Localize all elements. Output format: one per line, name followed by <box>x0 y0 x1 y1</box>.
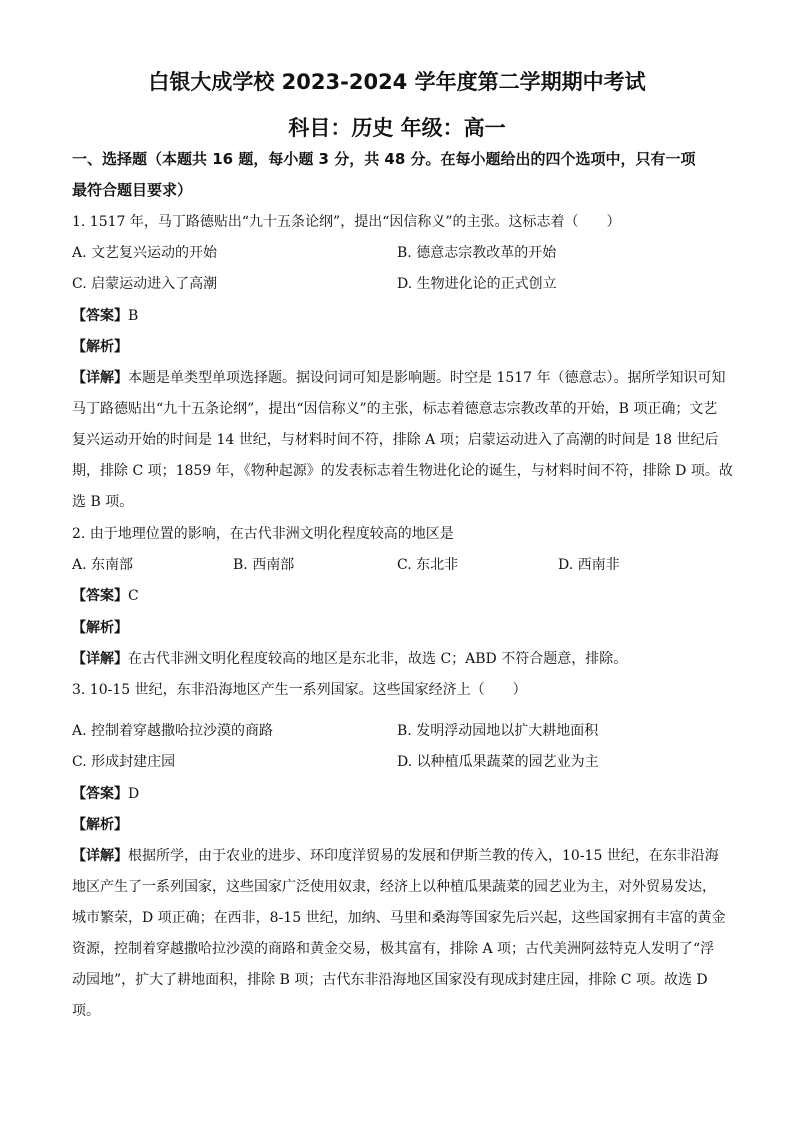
q1-detail-line-4: 期，排除 C 项；1859 年，《物种起源》的发表标志着生物进化论的诞生，与材料时间不符，排除 D 项。故 <box>72 463 733 479</box>
detail-text: 根据所学，由于农业的进步、环印度洋贸易的发展和伊斯兰教的传入，10-15 世纪，在东非沿海 <box>128 848 719 864</box>
answer-value: B <box>128 308 139 324</box>
q2-option-c: C. 东北非 <box>397 557 459 573</box>
q2-option-a: A. 东南部 <box>72 557 134 573</box>
q1-detail-line-5: 选 B 项。 <box>72 494 134 510</box>
answer-tag: 【答案】 <box>72 308 128 324</box>
q1-option-d: D. 生物进化论的正式创立 <box>397 276 557 292</box>
q3-option-a: A. 控制着穿越撒哈拉沙漠的商路 <box>72 723 274 739</box>
q3-answer <box>72 784 722 804</box>
q1-stem: 1. 1517 年，马丁路德贴出“九十五条论纲”，提出“因信称义”的主张。这标志着（ ） <box>72 214 621 230</box>
q1-option-c: C. 启蒙运动进入了高潮 <box>72 276 218 292</box>
q1-detail-line-3: 复兴运动开始的时间是 14 世纪，与材料时间不符，排除 A 项；启蒙运动进入了高潮的时间是 18 世纪后 <box>72 432 719 448</box>
detail-tag: 【详解】 <box>72 848 128 864</box>
section-heading-line-2: 最符合题目要求） <box>72 181 193 199</box>
q3-option-d: D. 以种植瓜果蔬菜的园艺业为主 <box>397 754 599 770</box>
q1-answer <box>72 306 722 326</box>
q3-detail-line-3: 城市繁荣，D 项正确；在西非，8-15 世纪，加纳、马里和桑海等国家先后兴起，这些国家拥有丰富的黄金 <box>72 910 726 926</box>
q2-answer <box>72 586 722 606</box>
q3-option-b: B. 发明浮动园地以扩大耕地面积 <box>397 723 599 739</box>
q3-detail-line-2: 地区产生了一系列国家，这些国家广泛使用奴隶，经济上以种植瓜果蔬菜的园艺业为主，对外贸易发达， <box>72 879 716 895</box>
q3-analysis-tag: 【解析】 <box>72 817 128 833</box>
detail-tag: 【详解】 <box>72 651 128 667</box>
q3-detail-line-6: 项。 <box>72 1003 100 1019</box>
q1-option-b: B. 德意志宗教改革的开始 <box>397 245 557 261</box>
q2-option-b: B. 西南部 <box>233 557 295 573</box>
answer-value: C <box>128 588 139 604</box>
q1-option-a: A. 文艺复兴运动的开始 <box>72 245 218 261</box>
q3-stem: 3. 10-15 世纪，东非沿海地区产生一系列国家。这些国家经济上（ ） <box>72 682 527 698</box>
q2-detail-line-1 <box>72 649 722 669</box>
q3-detail-line-4: 资源，控制着穿越撒哈拉沙漠的商路和黄金交易，极其富有，排除 A 项；古代美洲阿兹特克人发明了“浮 <box>72 941 715 957</box>
detail-text: 在古代非洲文明化程度较高的地区是东北非，故选 C；ABD 不符合题意，排除。 <box>128 651 628 667</box>
page-subtitle: 科目：历史 年级：高一 <box>288 116 506 140</box>
detail-tag: 【详解】 <box>72 370 128 386</box>
q1-analysis-tag: 【解析】 <box>72 339 128 355</box>
q1-detail-line-2: 马丁路德贴出“九十五条论纲”，提出“因信称义”的主张，标志着德意志宗教改革的开始，B 项正确；文艺 <box>72 401 718 417</box>
q3-detail-line-1 <box>72 846 722 866</box>
answer-tag: 【答案】 <box>72 588 128 604</box>
q3-option-c: C. 形成封建庄园 <box>72 754 176 770</box>
q2-option-d: D. 西南非 <box>558 557 620 573</box>
answer-value: D <box>128 786 140 802</box>
answer-tag: 【答案】 <box>72 786 128 802</box>
page-title: 白银大成学校 2023-2024 学年度第二学期期中考试 <box>148 70 646 94</box>
section-heading-line-1: 一、选择题（本题共 16 题，每小题 3 分，共 48 分。在每小题给出的四个选项中，只有一项 <box>72 150 696 168</box>
q1-detail-line-1 <box>72 368 726 388</box>
q3-detail-line-5: 动园地”，扩大了耕地面积，排除 B 项；古代东非沿海地区国家没有现成封建庄园，排除 C 项。故选 D <box>72 972 708 988</box>
detail-text: 本题是单类型单项选择题。据设问词可知是影响题。时空是 1517 年（德意志）。据所学知识可知 <box>128 370 726 386</box>
q2-analysis-tag: 【解析】 <box>72 620 128 636</box>
q2-stem: 2. 由于地理位置的影响，在古代非洲文明化程度较高的地区是 <box>72 526 454 542</box>
